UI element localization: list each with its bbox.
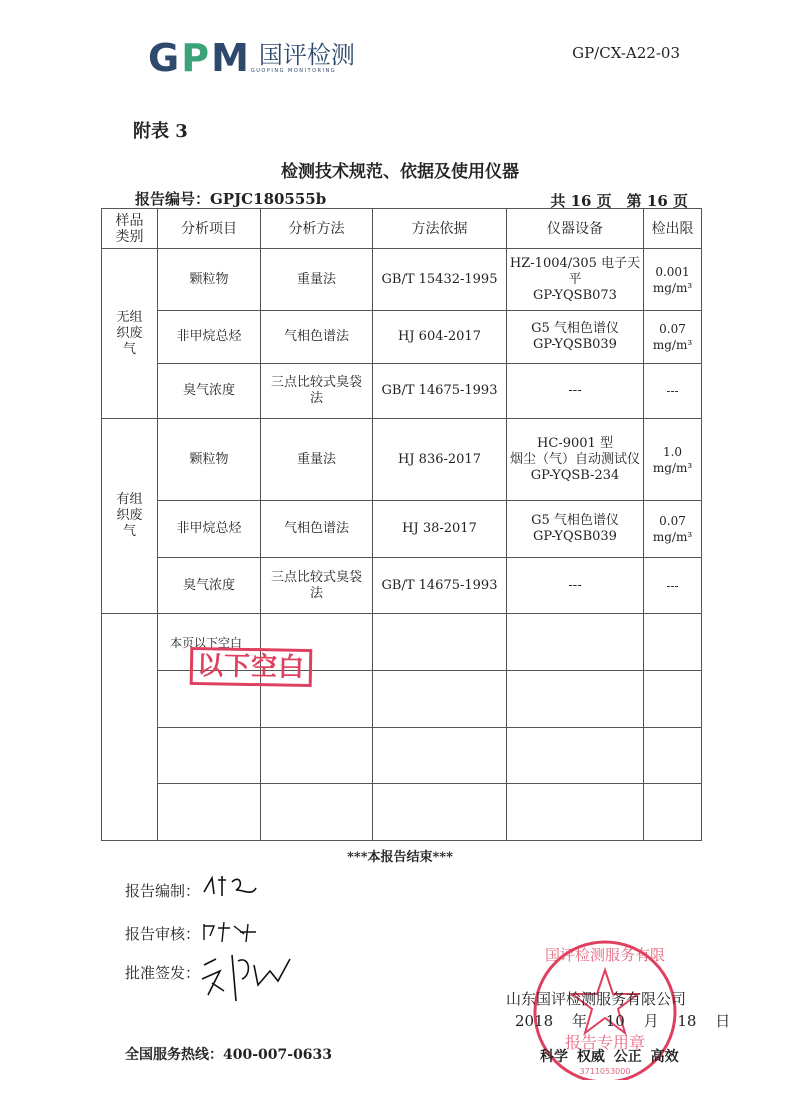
slogan: 科学 权威 公正 高效 [540,1049,679,1065]
reviewed-label: 报告审核： [125,925,201,943]
cell-limit: 1.0 mg/m³ [644,419,702,501]
approved-label: 批准签发： [125,964,201,982]
cell-instrument: G5 气相色谱仪 GP-YQSB039 [507,501,644,558]
blank-cell [507,728,644,784]
cell-basis: GB/T 15432-1995 [373,249,507,311]
cell-item: 臭气浓度 [158,558,261,614]
logo-cn: 国评检测 [258,41,355,69]
blank-cell [261,784,373,841]
cell-method: 三点比较式臭袋法 [261,558,373,614]
svg-text:3711053000: 3711053000 [579,1067,631,1076]
svg-text:报告专用章: 报告专用章 [564,1033,646,1052]
cell-item: 颗粒物 [158,249,261,311]
report-date: 2018 年 10 月 18 日 [515,1012,731,1030]
blank-row [102,784,702,841]
logo-letter: G [148,36,182,80]
company-name: 山东国评检测服务有限公司 [506,990,687,1008]
report-number: 报告编号：GPJC180555b [135,190,327,208]
blank-stamp: 以下空白 [190,647,313,687]
reviewed-by [125,923,200,944]
signature-approved [198,945,293,1005]
cell-item: 颗粒物 [158,419,261,501]
logo-letter: P [181,36,212,80]
blank-cell [507,671,644,728]
compiled-by [125,880,200,901]
cell-item: 非甲烷总烃 [158,311,261,364]
logo-letter: M [211,36,251,80]
sample-category: 有组织废气 [102,419,158,614]
cell-basis: HJ 604-2017 [373,311,507,364]
cell-basis: HJ 836-2017 [373,419,507,501]
cell-limit: 0.07 mg/m³ [644,311,702,364]
cell-item: 臭气浓度 [158,364,261,419]
table-row [102,419,702,501]
page-count: 共 16 页 第 16 页 [550,192,688,210]
col-header: 检出限 [644,209,702,249]
svg-text:国评检测服务有限: 国评检测服务有限 [544,946,666,964]
blank-cell [102,614,158,841]
table-row [102,249,702,311]
col-header: 分析项目 [158,209,261,249]
table-row [102,311,702,364]
table-header-row [102,209,702,249]
blank-cell [373,728,507,784]
cell-limit: --- [644,558,702,614]
blank-cell [507,614,644,671]
cell-instrument: HZ-1004/305 电子天平 GP-YQSB073 [507,249,644,311]
doc-code: GP/CX-A22-03 [572,44,680,62]
cell-instrument: G5 气相色谱仪 GP-YQSB039 [507,311,644,364]
cell-limit: 0.001 mg/m³ [644,249,702,311]
blank-cell [644,671,702,728]
cell-basis: GB/T 14675-1993 [373,558,507,614]
cell-instrument: HC-9001 型 烟尘（气）自动测试仪 GP-YQSB-234 [507,419,644,501]
blank-cell [644,784,702,841]
cell-method: 三点比较式臭袋法 [261,364,373,419]
blank-cell [373,614,507,671]
blank-cell [261,728,373,784]
company-logo [148,36,355,80]
col-header: 仪器设备 [507,209,644,249]
table-row [102,501,702,558]
page-title: 检测技术规范、依据及使用仪器 [281,162,519,182]
hotline: 全国服务热线：400-007-0633 [125,1047,333,1063]
blank-cell [373,784,507,841]
blank-cell [373,671,507,728]
approved-by [125,962,200,983]
cell-method: 气相色谱法 [261,311,373,364]
cell-instrument: --- [507,558,644,614]
blank-row [102,728,702,784]
instrument-table [101,208,702,841]
logo-en: GUOPING MONITORING [250,68,337,74]
col-header: 样品类别 [102,209,158,249]
cell-instrument: --- [507,364,644,419]
col-header: 分析方法 [261,209,373,249]
signature-reviewed [200,918,260,944]
cell-limit: --- [644,364,702,419]
table-row [102,558,702,614]
cell-method: 气相色谱法 [261,501,373,558]
signature-compiled [200,872,260,900]
appendix-label: 附表 3 [133,121,188,142]
table-row [102,364,702,419]
cell-basis: GB/T 14675-1993 [373,364,507,419]
cell-method: 重量法 [261,249,373,311]
compiled-label: 报告编制： [125,882,201,900]
blank-cell [158,784,261,841]
sample-category: 无组织废气 [102,249,158,419]
col-header: 方法依据 [373,209,507,249]
cell-item: 非甲烷总烃 [158,501,261,558]
cell-limit: 0.07 mg/m³ [644,501,702,558]
blank-cell [644,728,702,784]
end-note: ***本报告结束*** [347,850,453,865]
blank-cell [644,614,702,671]
blank-cell [507,784,644,841]
cell-method: 重量法 [261,419,373,501]
cell-basis: HJ 38-2017 [373,501,507,558]
blank-cell [158,728,261,784]
blank-note: 本页以下空白 [170,636,243,650]
